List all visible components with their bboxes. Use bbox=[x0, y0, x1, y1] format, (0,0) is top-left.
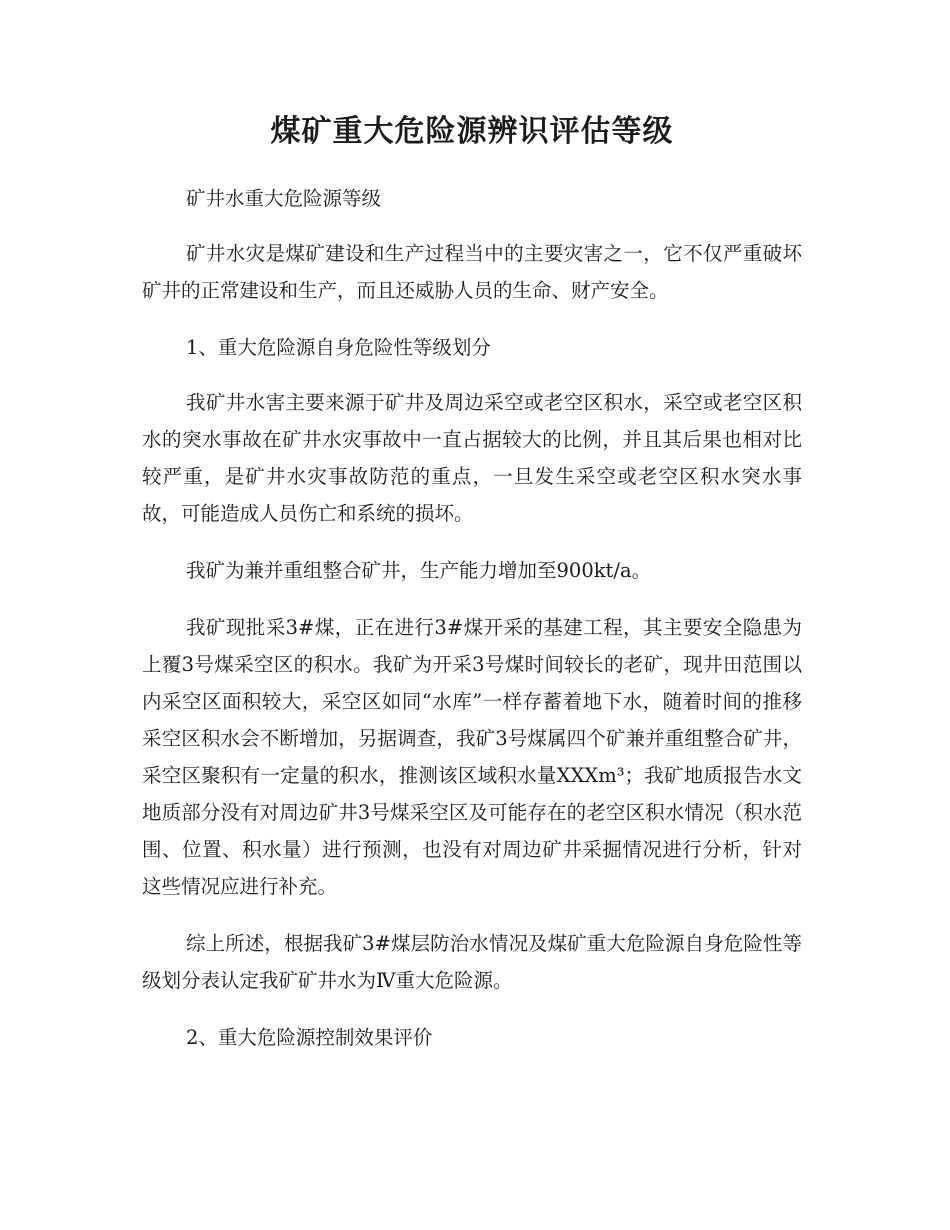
paragraph-water-source: 我矿井水害主要来源于矿井及周边采空或老空区积水，采空或老空区积水的突水事故在矿井水灾事故中一直占据较大的比例，并且其后果也相对比较严重，是矿井水灾事故防范的重点，一旦发生采空或老空区积水突水事故，可能造成人员伤亡和系统的损坏。 bbox=[142, 391, 802, 525]
paragraph-intro: 矿井水灾是煤矿建设和生产过程当中的主要灾害之一，它不仅严重破坏矿井的正常建设和生产，而且还威胁人员的生命、财产安全。 bbox=[142, 242, 802, 302]
document-title: 煤矿重大危险源辨识评估等级 bbox=[270, 114, 674, 149]
document-page bbox=[142, 108, 802, 1074]
paragraph-conclusion: 综上所述，根据我矿3#煤层防治水情况及煤矿重大危险源自身危险性等级划分表认定我矿矿井水为Ⅳ重大危险源。 bbox=[142, 932, 802, 992]
section-heading-1: 1、重大危险源自身危险性等级划分 bbox=[186, 336, 491, 359]
section-heading-2: 2、重大危险源控制效果评价 bbox=[186, 1026, 433, 1049]
section-heading-mine-water: 矿井水重大危险源等级 bbox=[186, 187, 382, 210]
paragraph-capacity: 我矿为兼并重组整合矿井，生产能力增加至900kt/a。 bbox=[186, 559, 652, 582]
paragraph-goaf-water: 我矿现批采3#煤，正在进行3#煤开采的基建工程，其主要安全隐患为上覆3号煤采空区的积水。我矿为开采3号煤时间较长的老矿，现井田范围以内采空区面积较大，采空区如同“水库”一样存蓄着地下水，随着时间的推移采空区积水会不断增加，另据调查，我矿3号煤属四个矿兼并重组整合矿井，采空区聚积有一定量的积水，推测该区域积水量XXXm³；我矿地质报告水文地质部分没有对周边矿井3号煤采空区及可能存在的老空区积水情况（积水范围、位置、积水量）进行预测，也没有对周边矿井采掘情况进行分析，针对这些情况应进行补充。 bbox=[142, 616, 802, 898]
